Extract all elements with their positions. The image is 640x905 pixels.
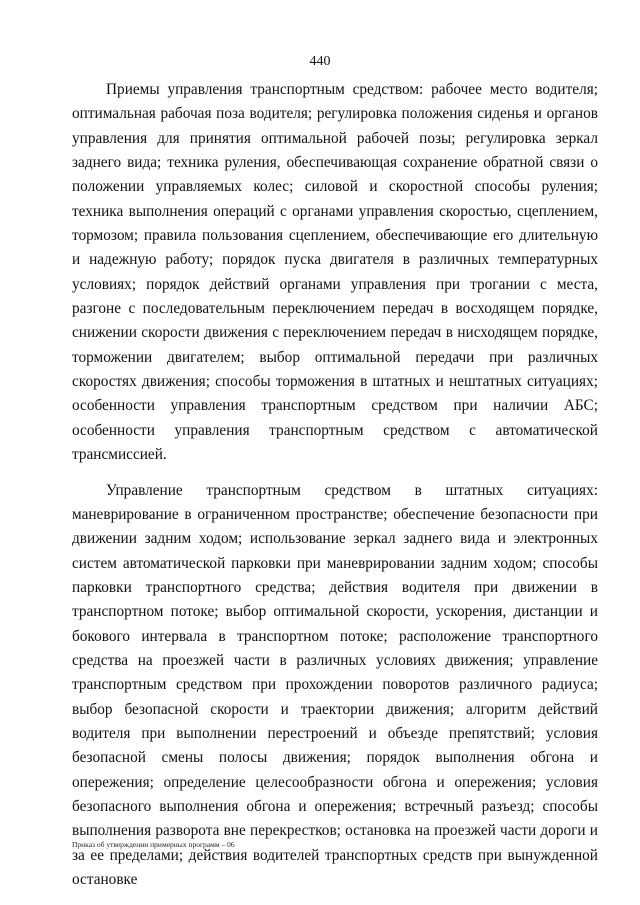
page-number: 440 <box>309 54 331 69</box>
footer-note: Приказ об утверждении примерных программ – 06 <box>72 840 235 849</box>
paragraph-standard-situations: Управление транспортным средством в штатных ситуациях: маневрирование в ограниченном пространстве; обеспечение безопасности при движении задним ходом; использование зеркал заднего вида и электронных систем автоматической парковки при маневрировании задним ходом; способы парковки транспортного средства; действия водителя при движении в транспортном потоке; выбор оптимальной скорости, ускорения, дистанции и бокового интервала в транспортном потоке; расположение транспортного средства на проезжей части в различных условиях движения; управление транспортным средством при прохождении поворотов различного радиуса; выбор безопасной скорости и траектории движения; алгоритм действий водителя при выполнении перестроений и объезде препятствий; условия безопасной смены полосы движения; порядок выполнения обгона и опережения; определение целесообразности обгона и опережения; условия безопасного выполнения обгона и опережения; встречный разъезд; способы выполнения разворота вне перекрестков; остановка на проезжей части дороги и за ее пределами; действия водителей транспортных средств при вынужденной остановке <box>72 481 598 888</box>
paragraph-vehicle-control-techniques: Приемы управления транспортным средством: рабочее место водителя; оптимальная рабочая поза водителя; регулировка положения сиденья и органов управления для принятия оптимальной рабочей позы; регулировка зеркал заднего вида; техника руления, обеспечивающая сохранение обратной связи о положении управляемых колес; силовой и скоростной способы руления; техника выполнения операций с органами управления скоростью, сцеплением, тормозом; правила пользования сцеплением, обеспечивающие его длительную и надежную работу; порядок пуска двигателя в различных температурных условиях; порядок действий органами управления при трогании с места, разгоне с последовательным переключением передач в восходящем порядке, снижении скорости движения с переключением передач в нисходящем порядке, торможении двигателем; выбор оптимальной передачи при различных скоростях движения; способы торможения в штатных и нештатных ситуациях; особенности управления транспортным средством при наличии АБС; особенности управления транспортным средством с автоматической трансмиссией. <box>72 81 598 464</box>
body-text <box>72 78 598 892</box>
